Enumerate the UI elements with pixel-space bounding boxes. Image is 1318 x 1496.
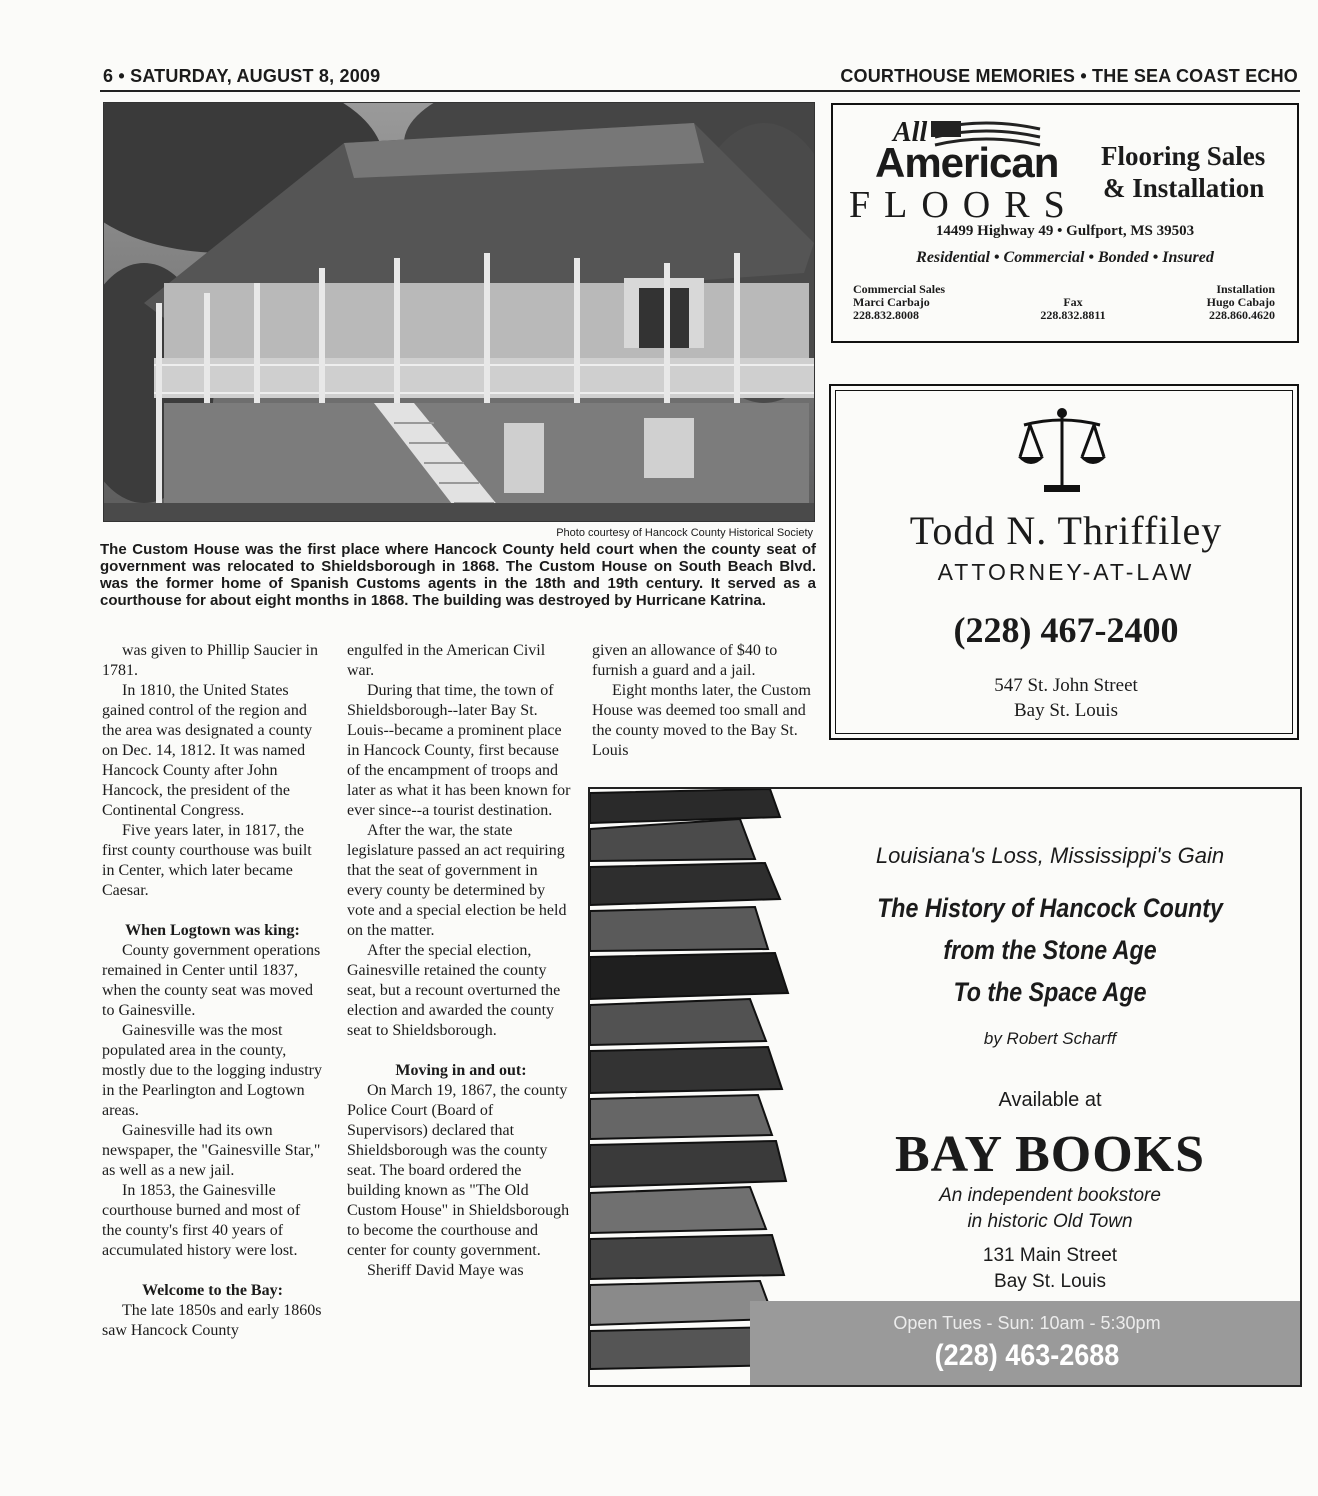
available-at: Available at [998,1089,1102,1111]
store-hours: Open Tues - Sun: 10am - 5:30pm [893,1313,1161,1333]
photo-caption: The Custom House was the first place where Hancock County held court when the county seat of government was relocated to Shieldsborough in 1868. The Custom House on South Beach Blvd. was the former home of Spanish Customs agents in the 18th and 19th century. It served as a courthouse for about eight months in 1868. The building was destroyed by Hurricane Katrina. [100,541,816,609]
page-header-right: COURTHOUSE MEMORIES • THE SEA COAST ECHO [840,66,1298,86]
installation-contact: Installation Hugo Cabajo 228.860.4620 [1206,282,1275,322]
attorney-title: ATTORNEY-AT-LAW [937,559,1195,585]
book-title-line-3: To the Space Age [953,977,1147,1007]
all-american-floors-ad [831,103,1299,343]
article-paragraph: Five years later, in 1817, the first county courthouse was built in Center, which later became Caesar. [102,822,312,899]
photo-credit: Photo courtesy of Hancock County Historical Society [556,527,813,539]
article-paragraph: engulfed in the American Civil war. [347,642,546,679]
article-paragraph: County government operations remained in Center until 1837, when the county seat was moved to Gainesville. [102,942,321,1019]
article-paragraph: given an allowance of $40 to furnish a guard and a jail. [592,642,778,679]
ad-tagline-2: & Installation [1103,173,1265,203]
store-description-2: in historic Old Town [967,1211,1133,1232]
article-column-1 [102,641,323,1341]
scales-of-justice-icon [1014,405,1110,497]
article-paragraph: On March 19, 1867, the county Police Court (Board of Supervisors) declared that Shieldsborough was the county seat. The board ordered the building known as "The Old Custom House" in Shieldsborough to become the courthouse and center for county government. [347,1082,570,1259]
article-paragraph: In 1810, the United States gained control of the region and the area was designated a county on Dec. 14, 1812. It was named Hancock County after John Hancock, the president of the Continental Congress. [102,682,313,819]
subhead-welcome: Welcome to the Bay: [142,1282,283,1299]
article-column-3 [592,641,814,761]
store-description-1: An independent bookstore [939,1185,1161,1206]
attorney-phone: (228) 467-2400 [953,610,1179,650]
page-header-left: 6 • SATURDAY, AUGUST 8, 2009 [103,66,381,86]
subhead-moving: Moving in and out: [395,1062,527,1079]
article-paragraph: was given to Phillip Saucier in 1781. [102,642,318,679]
article-column-2 [347,641,575,1281]
fax-contact: Fax 228.832.8811 [1040,295,1106,322]
ad-tagline-1: Flooring Sales [1101,141,1266,171]
article-paragraph: Eight months later, the Custom House was deemed too small and the county moved to the Bay St. Louis [592,682,811,759]
attorney-city: Bay St. Louis [1014,700,1118,721]
book-author: by Robert Scharff [983,1029,1117,1048]
store-city: Bay St. Louis [994,1271,1106,1292]
store-name: BAY BOOKS [894,1126,1206,1183]
ad-services: Residential • Commercial • Bonded • Insured [916,249,1214,266]
all-american-floors-logo: All American FLOORS [849,117,1079,226]
book-title-line-2: from the Stone Age [943,935,1157,965]
attorney-ad [829,384,1299,740]
article-paragraph: After the special election, Gainesville retained the county seat, but a recount overturned the election and awarded the county seat to Shieldsborough. [347,942,561,1039]
article-paragraph: Gainesville was the most populated area in the county, mostly due to the logging industry in the Pearlington and Logtown areas. [102,1022,322,1119]
article-paragraph: During that time, the town of Shieldsborough--later Bay St. Louis--became a prominent place in Hancock County, first because of the encampment of troops and later as what it has been known for ever since--a tourist destination. [347,682,571,819]
hours-phone-bar [750,1301,1302,1385]
subhead-logtown: When Logtown was king: [125,922,300,939]
article-paragraph: After the war, the state legislature passed an act requiring that the seat of government in every county be determined by vote and a special election be held on the matter. [347,822,567,939]
article-paragraph: In 1853, the Gainesville courthouse burned and most of the county's first 40 years of accumulated history were lost. [102,1182,301,1259]
bay-books-ad [588,787,1302,1387]
ad-address: 14499 Highway 49 • Gulfport, MS 39503 [935,223,1195,239]
article-paragraph: Gainesville had its own newspaper, the "Gainesville Star," as well as a new jail. [102,1122,321,1179]
store-street: 131 Main Street [982,1245,1118,1266]
ad-headline: Louisiana's Loss, Mississippi's Gain [875,843,1225,868]
header-rule [100,90,1300,92]
custom-house-photo [103,102,815,522]
store-phone: (228) 463-2688 [934,1339,1120,1372]
book-title-line-1: The History of Hancock County [877,893,1223,923]
article-paragraph: The late 1850s and early 1860s saw Hancock County [102,1302,322,1339]
commercial-sales-contact: Commercial Sales Marci Carbajo 228.832.8008 [853,282,946,322]
article-paragraph: Sheriff David Maye was [367,1262,524,1279]
attorney-street: 547 St. John Street [994,675,1138,696]
attorney-name: Todd N. Thriffiley [909,508,1223,553]
book-stack-image [590,789,790,1385]
